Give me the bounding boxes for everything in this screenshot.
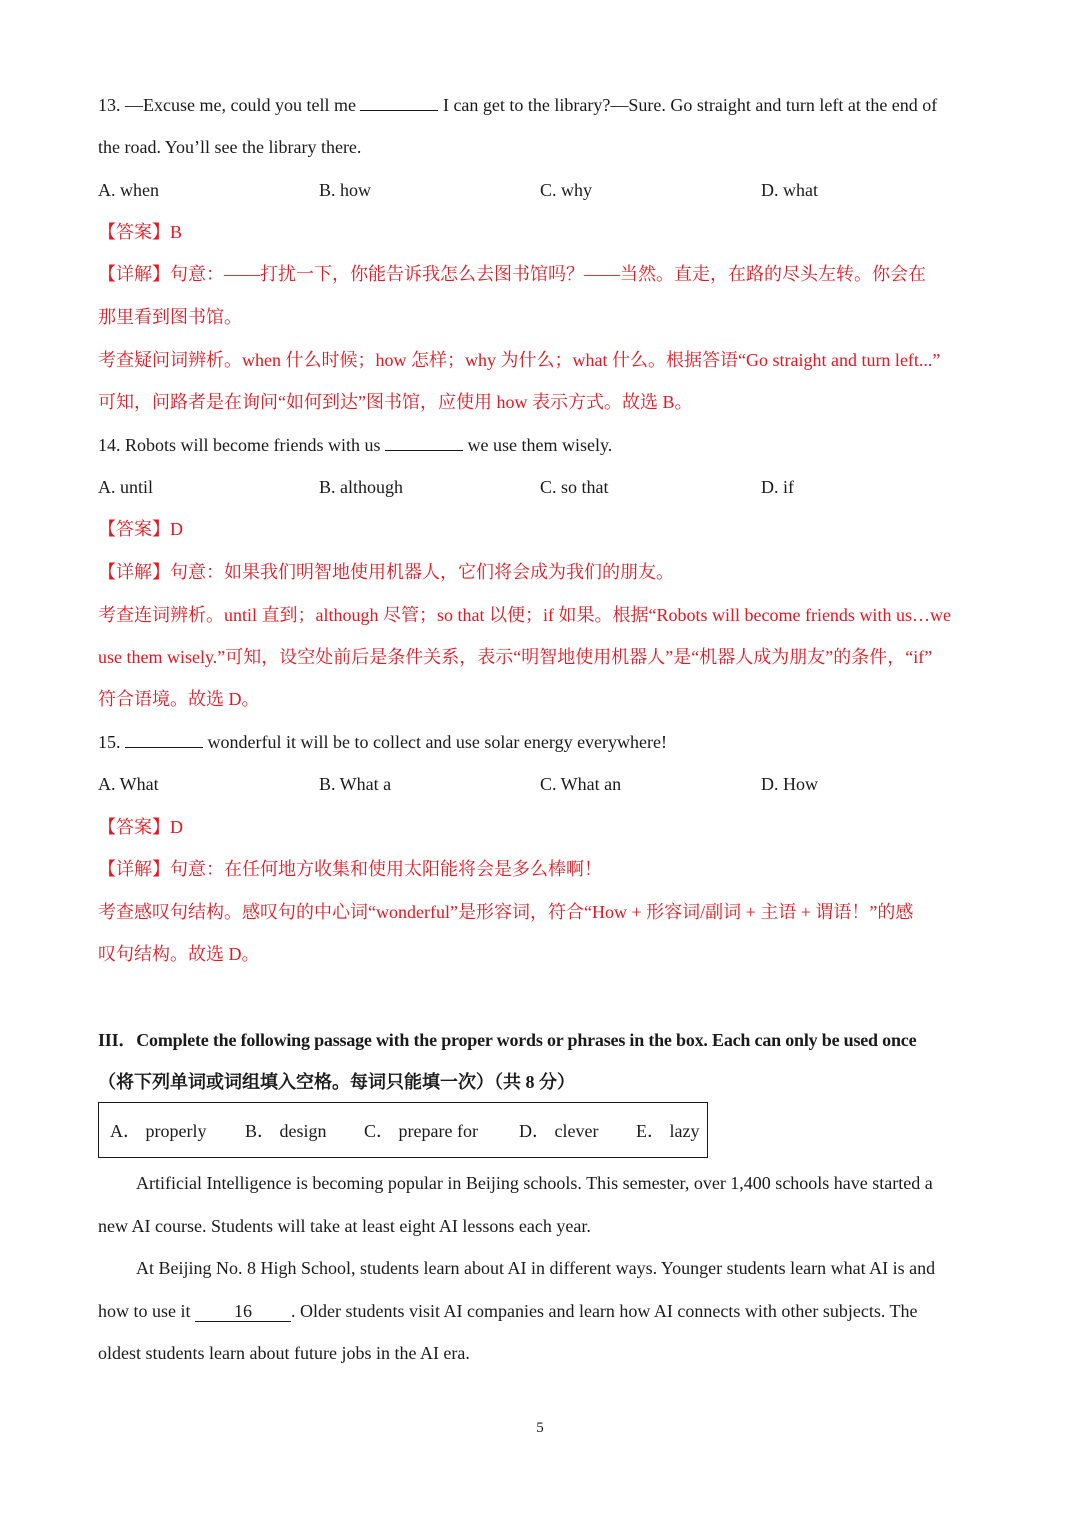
option-b: B. although [319,477,403,497]
question-13-stem-cont: the road. You’ll see the library there. [98,137,362,157]
passage-paragraph-2-cont: oldest students learn about future jobs in the AI era. [98,1343,470,1363]
blank-16: 16 [195,1301,291,1322]
option-b: B. how [319,180,372,200]
option-b: B. What a [319,774,392,794]
answer-blank [360,94,438,111]
word-option-e: E． lazy [636,1121,700,1141]
question-13-detail: 【详解】句意：——打扰一下，你能告诉我怎么去图书馆吗？——当然。直走，在路的尽头左转。你会在 [98,264,926,284]
answer-blank [385,434,463,451]
option-c: C. so that [540,477,609,497]
section-heading-cn: （将下列单词或词组填入空格。每词只能填一次）（共 8 分） [98,1072,575,1092]
question-15-detail: 考查感叹句结构。感叹句的中心词“wonderful”是形容词，符合“How + 形容词/副词 + 主语 + 谓语！”的感 [98,902,914,922]
option-a: A. until [98,477,154,497]
question-15-stem: 15. wonderful it will be to collect and use solar energy everywhere! [98,732,668,752]
section-heading: III．Complete the following passage with the proper words or phrases in the box. Each can only be used once [98,1030,917,1050]
question-14-stem: 14. Robots will become friends with us we use them wisely. [98,435,613,455]
passage-paragraph-1-cont: new AI course. Students will take at least eight AI lessons each year. [98,1216,591,1236]
question-13-answer: 【答案】B [98,222,183,242]
option-a: A. What [98,774,159,794]
question-14-detail: 符合语境。故选 D。 [98,689,260,709]
question-13-detail: 可知，问路者是在询问“如何到达”图书馆，应使用 how 表示方式。故选 B。 [98,392,693,412]
question-13-detail: 考查疑问词辨析。when 什么时候；how 怎样；why 为什么；what 什么。根据答语“Go straight and turn left...” [98,350,941,370]
passage-paragraph-1: Artificial Intelligence is becoming popular in Beijing schools. This semester, over 1,400 schools have started a [136,1173,933,1193]
option-d: D. if [761,477,794,497]
question-15-detail: 【详解】句意：在任何地方收集和使用太阳能将会是多么棒啊！ [98,859,602,879]
question-14-detail: 【详解】句意：如果我们明智地使用机器人，它们将会成为我们的朋友。 [98,562,674,582]
answer-blank [125,731,203,748]
word-option-a: A． properly [110,1121,207,1141]
option-c: C. What an [540,774,622,794]
option-d: D. How [761,774,818,794]
passage-paragraph-2-cont: how to use it 16 . Older students visit AI companies and learn how AI connects with other subjects. The [98,1301,918,1321]
question-13-stem: 13. —Excuse me, could you tell me I can get to the library?—Sure. Go straight and turn left at the end of [98,95,938,115]
word-box [98,1102,708,1158]
word-option-b: B． design [245,1121,327,1141]
question-14-detail: 考查连词辨析。until 直到；although 尽管；so that 以便；if 如果。根据“Robots will become friends with us…we [98,605,951,625]
option-c: C. why [540,180,593,200]
question-13-detail: 那里看到图书馆。 [98,307,242,327]
question-15-detail: 叹句结构。故选 D。 [98,944,260,964]
question-14-answer: 【答案】D [98,519,183,539]
question-15-answer: 【答案】D [98,817,183,837]
passage-paragraph-2: At Beijing No. 8 High School, students learn about AI in different ways. Younger students learn what AI is and [136,1258,936,1278]
word-option-d: D． clever [519,1121,599,1141]
word-option-c: C． prepare for [364,1121,478,1141]
question-14-detail: use them wisely.”可知，设空处前后是条件关系，表示“明智地使用机器人”是“机器人成为朋友”的条件，“if” [98,647,933,667]
page-number: 5 [536,1420,544,1436]
option-a: A. when [98,180,159,200]
option-d: D. what [761,180,818,200]
